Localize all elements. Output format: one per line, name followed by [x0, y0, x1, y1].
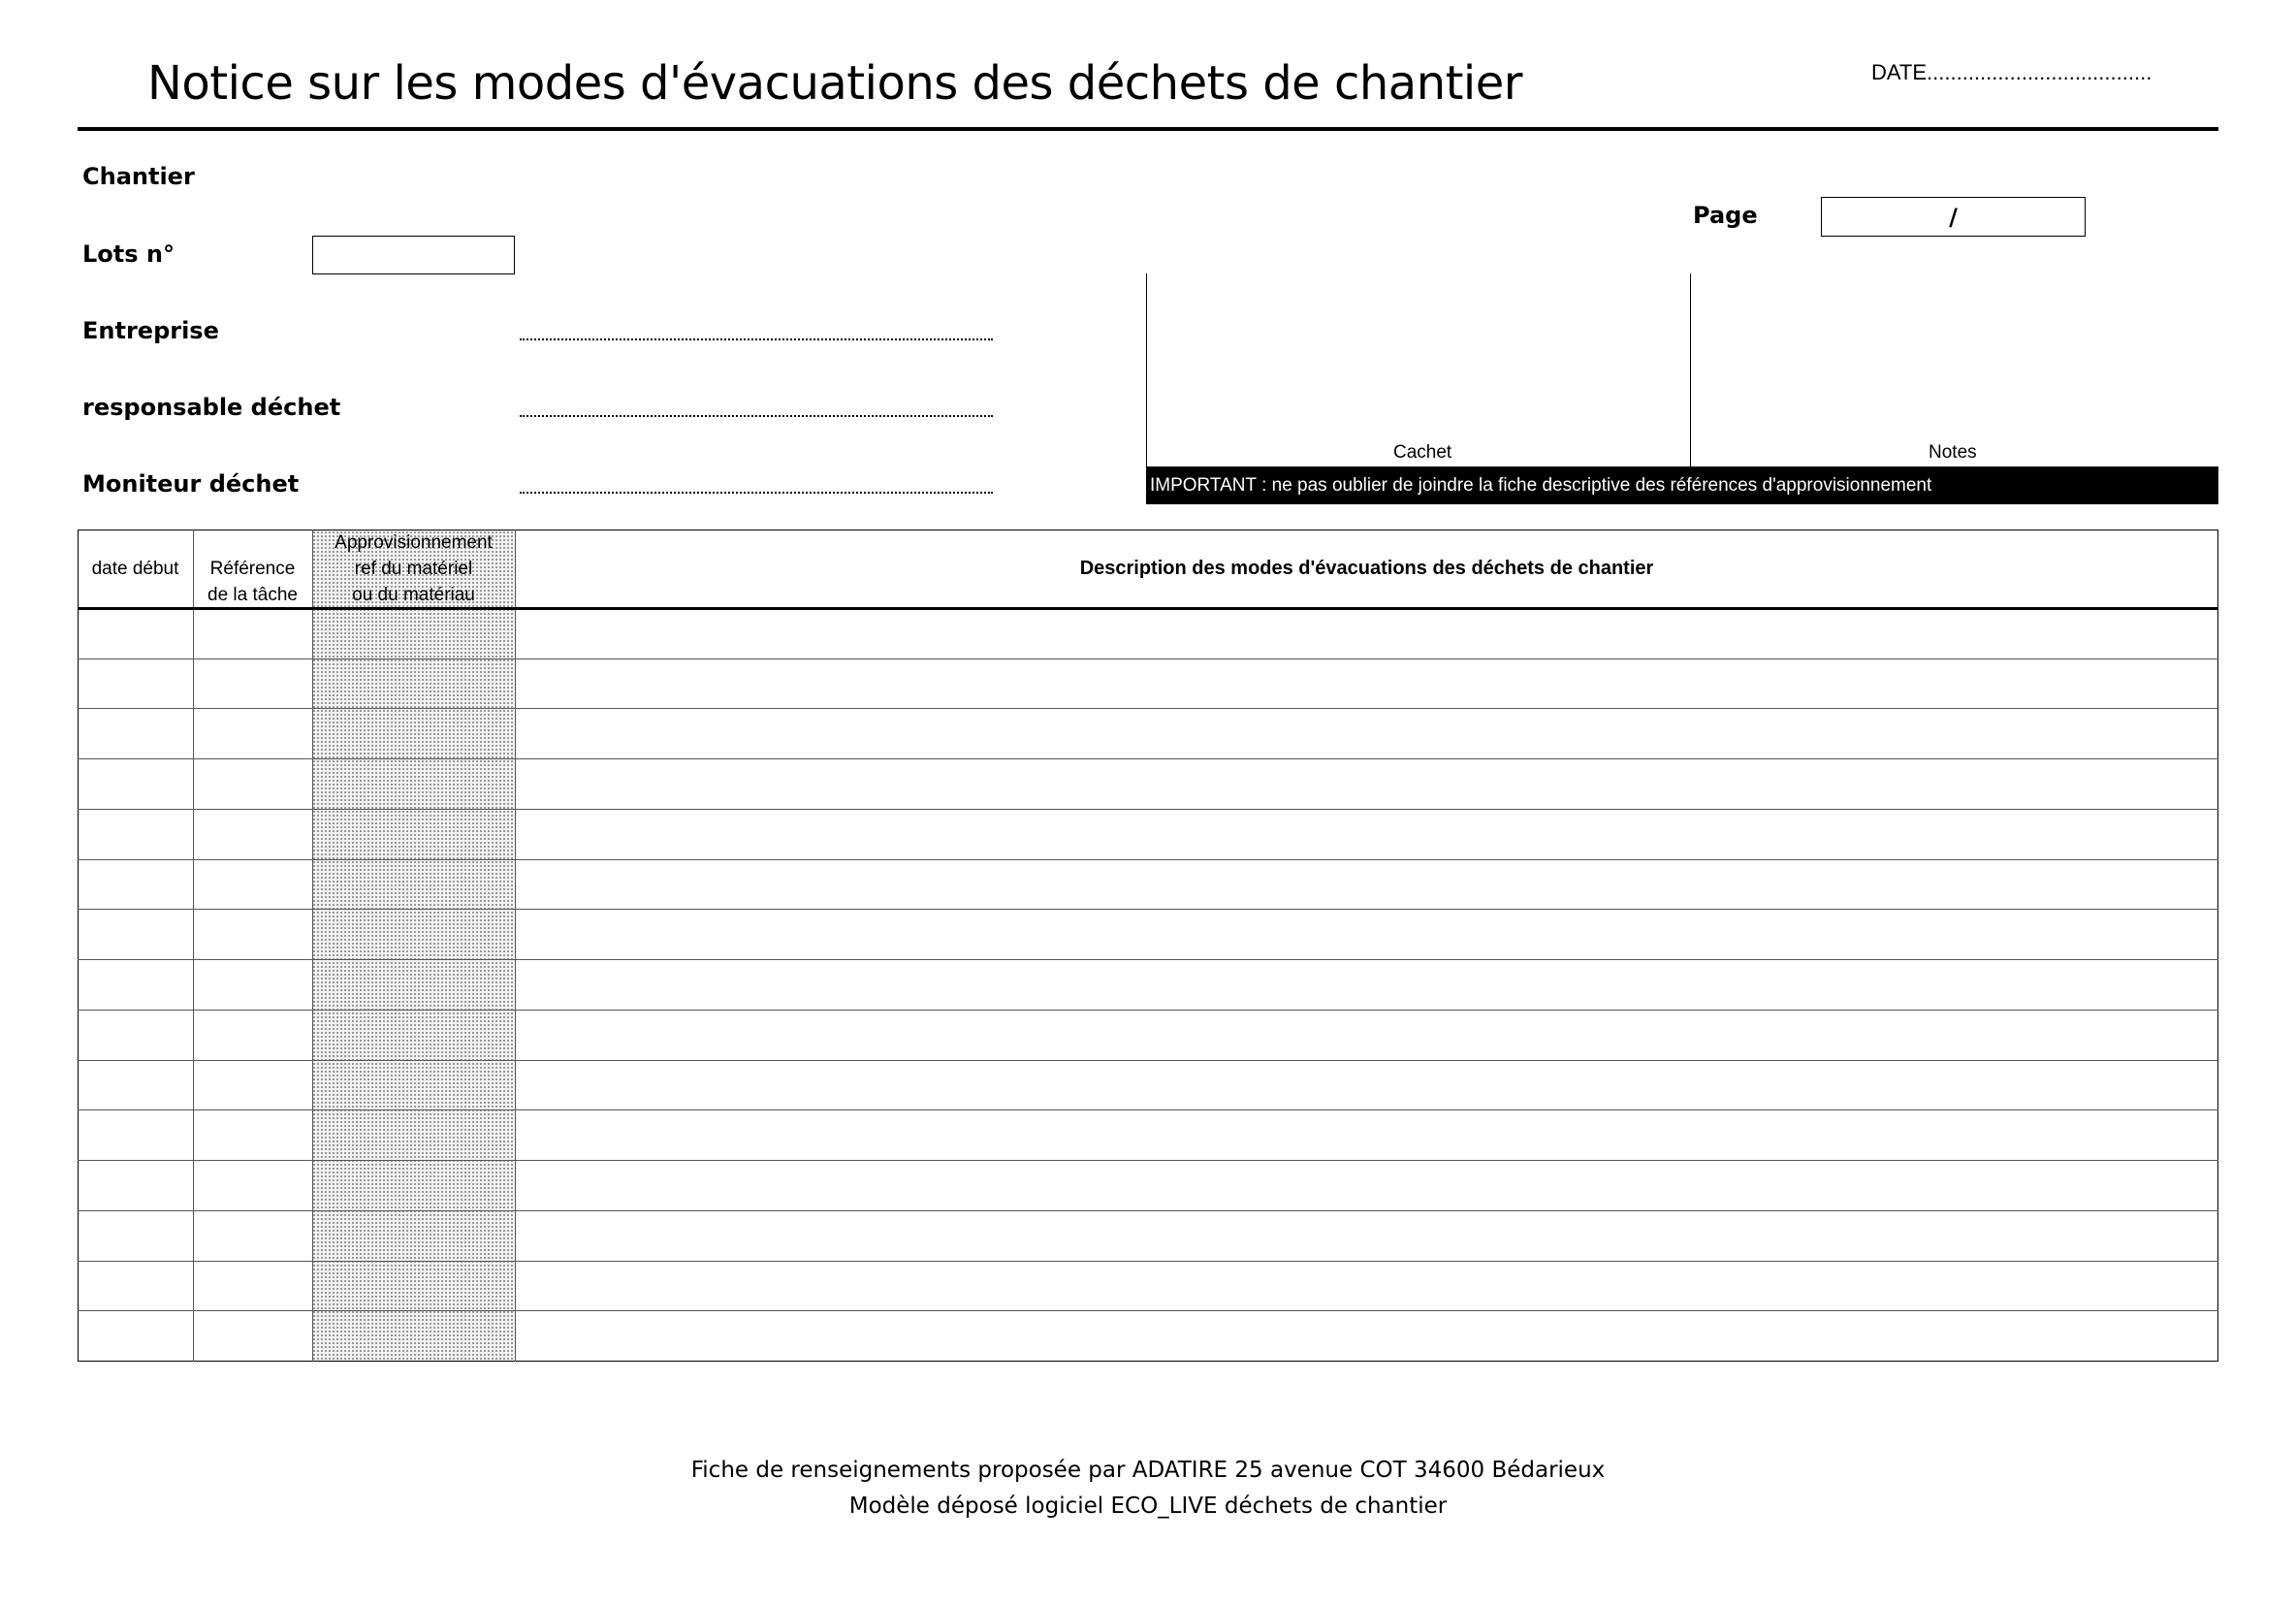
responsable-label: responsable déchet — [82, 394, 341, 421]
table-cell[interactable] — [80, 760, 191, 807]
table-cell[interactable] — [195, 861, 310, 908]
table-cell[interactable] — [517, 961, 2216, 1008]
header-reference — [193, 530, 312, 607]
table-cell[interactable] — [195, 1012, 310, 1058]
table-cell[interactable] — [195, 1062, 310, 1108]
table-cell[interactable] — [195, 610, 310, 657]
table-cell[interactable] — [517, 660, 2216, 707]
header-date-debut-text: date début — [91, 559, 179, 579]
table-cell[interactable] — [314, 911, 513, 957]
row-divider — [78, 909, 2218, 910]
table-cell[interactable] — [80, 811, 191, 857]
column-divider — [193, 530, 194, 1362]
header-approvisionnement-line1: Approvisionnement — [335, 532, 493, 553]
table-cell[interactable] — [314, 861, 513, 908]
header-date-debut — [78, 530, 193, 607]
row-divider — [78, 809, 2218, 810]
table-cell[interactable] — [517, 861, 2216, 908]
table-cell[interactable] — [517, 1263, 2216, 1309]
footer-line-1: Fiche de renseignements proposée par ADATIRE 25 avenue COT 34600 Bédarieux — [690, 1458, 1606, 1483]
header-approvisionnement — [312, 530, 515, 607]
chantier-label: Chantier — [82, 163, 195, 190]
table-cell[interactable] — [80, 1162, 191, 1208]
column-divider — [312, 530, 313, 1362]
table-cell[interactable] — [314, 1212, 513, 1259]
row-divider — [78, 1261, 2218, 1262]
header-rule — [78, 127, 2218, 131]
lots-label: Lots n° — [82, 241, 175, 268]
row-divider — [78, 658, 2218, 659]
page-value: / — [1949, 203, 1958, 231]
table-cell[interactable] — [195, 1111, 310, 1158]
table-cell[interactable] — [195, 710, 310, 756]
header-description-text: Description des modes d'évacuations des déchets de chantier — [1079, 558, 1654, 579]
table-cell[interactable] — [195, 1263, 310, 1309]
table-cell[interactable] — [517, 760, 2216, 807]
table-cell[interactable] — [195, 1312, 310, 1359]
table-cell[interactable] — [517, 1062, 2216, 1108]
table-cell[interactable] — [80, 1263, 191, 1309]
table-cell[interactable] — [80, 1062, 191, 1108]
table-cell[interactable] — [517, 610, 2216, 657]
table-cell[interactable] — [195, 911, 310, 957]
footer-line-2: Modèle déposé logiciel ECO_LIVE déchets de chantier — [848, 1494, 1448, 1519]
row-divider — [78, 758, 2218, 759]
table-cell[interactable] — [195, 961, 310, 1008]
cachet-notes-divider — [1690, 273, 1691, 467]
table-cell[interactable] — [314, 811, 513, 857]
table-cell[interactable] — [314, 710, 513, 756]
table-cell[interactable] — [80, 1212, 191, 1259]
table-cell[interactable] — [314, 1312, 513, 1359]
table-cell[interactable] — [314, 1162, 513, 1208]
row-divider — [78, 1210, 2218, 1211]
cachet-label: Cachet — [1393, 442, 1452, 463]
entreprise-label: Entreprise — [82, 317, 219, 344]
moniteur-label: Moniteur déchet — [82, 470, 300, 498]
row-divider — [78, 859, 2218, 860]
table-cell[interactable] — [80, 660, 191, 707]
table-cell[interactable] — [517, 811, 2216, 857]
table-cell[interactable] — [80, 1312, 191, 1359]
column-divider — [515, 530, 516, 1362]
table-cell[interactable] — [80, 1111, 191, 1158]
table-cell[interactable] — [314, 1012, 513, 1058]
row-divider — [78, 1160, 2218, 1161]
moniteur-dotted-line[interactable] — [520, 492, 993, 494]
table-cell[interactable] — [314, 660, 513, 707]
table-cell[interactable] — [517, 1212, 2216, 1259]
row-divider — [78, 1010, 2218, 1011]
table-cell[interactable] — [517, 1162, 2216, 1208]
table-cell[interactable] — [314, 1062, 513, 1108]
table-cell[interactable] — [517, 1012, 2216, 1058]
table-cell[interactable] — [314, 961, 513, 1008]
header-approvisionnement-line2: ref du matériel — [354, 559, 473, 579]
row-divider — [78, 1109, 2218, 1110]
table-cell[interactable] — [80, 911, 191, 957]
table-cell[interactable] — [195, 1162, 310, 1208]
table-cell[interactable] — [80, 1012, 191, 1058]
table-cell[interactable] — [195, 811, 310, 857]
page-title: Notice sur les modes d'évacuations des déchets de chantier — [147, 56, 1523, 111]
header-description — [515, 530, 2218, 607]
responsable-dotted-line[interactable] — [520, 415, 993, 417]
table-cell[interactable] — [80, 610, 191, 657]
lots-input-box[interactable] — [312, 236, 515, 274]
page-label: Page — [1693, 202, 1758, 229]
table-cell[interactable] — [314, 1263, 513, 1309]
entreprise-dotted-line[interactable] — [520, 338, 993, 340]
row-divider — [78, 708, 2218, 709]
date-field[interactable]: DATE...................................... — [1871, 60, 2152, 84]
header-reference-line2: de la tâche — [207, 584, 298, 605]
table-cell[interactable] — [517, 911, 2216, 957]
row-divider — [78, 1060, 2218, 1061]
notes-label: Notes — [1929, 442, 1977, 463]
header-reference-line1: Référence — [209, 558, 296, 579]
table-cell[interactable] — [517, 1111, 2216, 1158]
table-cell[interactable] — [517, 710, 2216, 756]
row-divider — [78, 1310, 2218, 1311]
page-number-box[interactable] — [1821, 197, 2086, 237]
table-cell[interactable] — [517, 1312, 2216, 1359]
table-cell[interactable] — [80, 710, 191, 756]
important-notice: IMPORTANT : ne pas oublier de joindre la fiche descriptive des références d'approvisionnement — [1146, 466, 2218, 504]
table-cell[interactable] — [195, 660, 310, 707]
table-cell[interactable] — [195, 1212, 310, 1259]
table-cell[interactable] — [314, 610, 513, 657]
table-cell[interactable] — [80, 861, 191, 908]
row-divider — [78, 959, 2218, 960]
table-cell[interactable] — [195, 760, 310, 807]
cachet-left-border — [1146, 273, 1147, 467]
table-cell[interactable] — [314, 760, 513, 807]
table-cell[interactable] — [314, 1111, 513, 1158]
table-cell[interactable] — [80, 961, 191, 1008]
header-approvisionnement-line3: ou du matériau — [352, 585, 475, 605]
